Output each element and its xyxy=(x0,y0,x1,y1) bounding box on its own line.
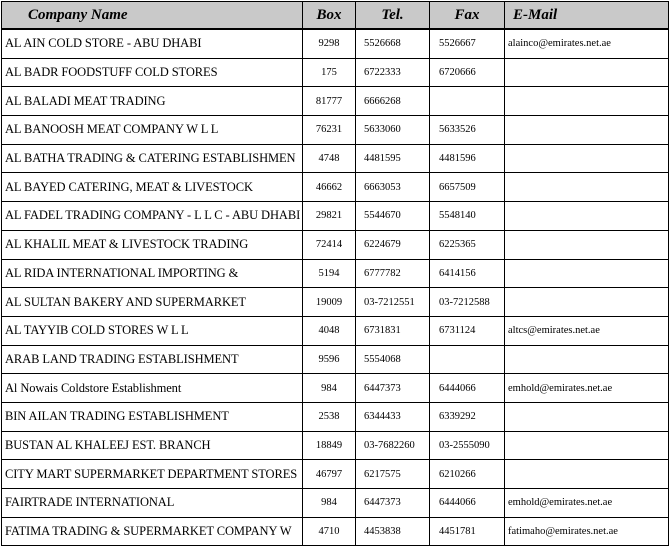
box-cell: 76231 xyxy=(303,116,356,145)
company-name-cell: BUSTAN AL KHALEEJ EST. BRANCH xyxy=(2,431,303,460)
table-row xyxy=(2,431,669,460)
tel-cell: 03-7682260 xyxy=(356,431,430,460)
box-cell: 46797 xyxy=(303,460,356,489)
company-name-cell: AL BAYED CATERING, MEAT & LIVESTOCK xyxy=(2,173,303,202)
email-cell: emhold@emirates.net.ae xyxy=(505,489,669,518)
table-row xyxy=(2,345,669,374)
email-cell xyxy=(505,345,669,374)
company-name-cell: AL BATHA TRADING & CATERING ESTABLISHMEN xyxy=(2,144,303,173)
table-row xyxy=(2,489,669,518)
fax-cell: 03-7212588 xyxy=(430,288,505,317)
email-cell xyxy=(505,431,669,460)
tel-cell: 6447373 xyxy=(356,489,430,518)
fax-cell: 5526667 xyxy=(430,29,505,58)
fax-cell: 4481596 xyxy=(430,144,505,173)
table-row xyxy=(2,144,669,173)
header-email: E-Mail xyxy=(505,2,669,30)
box-cell: 984 xyxy=(303,374,356,403)
company-name-cell: FATIMA TRADING & SUPERMARKET COMPANY W xyxy=(2,517,303,546)
table-row xyxy=(2,460,669,489)
table-row xyxy=(2,288,669,317)
box-cell: 4748 xyxy=(303,144,356,173)
table-row xyxy=(2,402,669,431)
company-name-cell: AL TAYYIB COLD STORES W L L xyxy=(2,316,303,345)
box-cell: 2538 xyxy=(303,402,356,431)
company-name-cell: AL BALADI MEAT TRADING xyxy=(2,87,303,116)
tel-cell: 6663053 xyxy=(356,173,430,202)
table-row xyxy=(2,316,669,345)
company-name-cell: AL AIN COLD STORE - ABU DHABI xyxy=(2,29,303,58)
box-cell: 984 xyxy=(303,489,356,518)
email-cell xyxy=(505,230,669,259)
box-cell: 9596 xyxy=(303,345,356,374)
tel-cell: 6217575 xyxy=(356,460,430,489)
fax-cell: 6225365 xyxy=(430,230,505,259)
table-row xyxy=(2,87,669,116)
box-cell: 81777 xyxy=(303,87,356,116)
box-cell: 18849 xyxy=(303,431,356,460)
fax-cell: 03-2555090 xyxy=(430,431,505,460)
fax-cell: 6339292 xyxy=(430,402,505,431)
email-cell: alainco@emirates.net.ae xyxy=(505,29,669,58)
company-name-cell: FAIRTRADE INTERNATIONAL xyxy=(2,489,303,518)
company-name-cell: AL RIDA INTERNATIONAL IMPORTING & xyxy=(2,259,303,288)
fax-cell xyxy=(430,345,505,374)
fax-cell: 6444066 xyxy=(430,374,505,403)
fax-cell: 6444066 xyxy=(430,489,505,518)
email-cell: altcs@emirates.net.ae xyxy=(505,316,669,345)
company-name-cell: AL BANOOSH MEAT COMPANY W L L xyxy=(2,116,303,145)
table-row xyxy=(2,173,669,202)
fax-cell: 6657509 xyxy=(430,173,505,202)
tel-cell: 6666268 xyxy=(356,87,430,116)
header-tel: Tel. xyxy=(356,2,430,30)
email-cell xyxy=(505,87,669,116)
fax-cell xyxy=(430,87,505,116)
table-row xyxy=(2,517,669,546)
fax-cell: 4451781 xyxy=(430,517,505,546)
email-cell xyxy=(505,402,669,431)
table-body xyxy=(2,29,669,546)
tel-cell: 5544670 xyxy=(356,202,430,231)
tel-cell: 4481595 xyxy=(356,144,430,173)
box-cell: 4048 xyxy=(303,316,356,345)
fax-cell: 6731124 xyxy=(430,316,505,345)
box-cell: 29821 xyxy=(303,202,356,231)
email-cell xyxy=(505,58,669,87)
company-directory-table xyxy=(1,1,669,546)
company-name-cell: AL KHALIL MEAT & LIVESTOCK TRADING xyxy=(2,230,303,259)
box-cell: 9298 xyxy=(303,29,356,58)
email-cell xyxy=(505,144,669,173)
email-cell xyxy=(505,202,669,231)
tel-cell: 4453838 xyxy=(356,517,430,546)
fax-cell: 6720666 xyxy=(430,58,505,87)
box-cell: 175 xyxy=(303,58,356,87)
header-company-name: Company Name xyxy=(2,2,303,30)
tel-cell: 6722333 xyxy=(356,58,430,87)
table-row xyxy=(2,29,669,58)
fax-cell: 5633526 xyxy=(430,116,505,145)
box-cell: 4710 xyxy=(303,517,356,546)
email-cell xyxy=(505,460,669,489)
company-name-cell: AL SULTAN BAKERY AND SUPERMARKET xyxy=(2,288,303,317)
header-fax: Fax xyxy=(430,2,505,30)
tel-cell: 5554068 xyxy=(356,345,430,374)
tel-cell: 6344433 xyxy=(356,402,430,431)
company-name-cell: AL BADR FOODSTUFF COLD STORES xyxy=(2,58,303,87)
tel-cell: 6777782 xyxy=(356,259,430,288)
company-name-cell: Al Nowais Coldstore Establishment xyxy=(2,374,303,403)
table-row xyxy=(2,259,669,288)
company-name-cell: AL FADEL TRADING COMPANY - L L C - ABU DHABI xyxy=(2,202,303,231)
box-cell: 5194 xyxy=(303,259,356,288)
box-cell: 46662 xyxy=(303,173,356,202)
company-name-cell: ARAB LAND TRADING ESTABLISHMENT xyxy=(2,345,303,374)
header-row xyxy=(2,2,669,30)
company-name-cell: CITY MART SUPERMARKET DEPARTMENT STORES xyxy=(2,460,303,489)
table-row xyxy=(2,374,669,403)
box-cell: 72414 xyxy=(303,230,356,259)
email-cell: fatimaho@emirates.net.ae xyxy=(505,517,669,546)
table-row xyxy=(2,116,669,145)
fax-cell: 6210266 xyxy=(430,460,505,489)
table-row xyxy=(2,230,669,259)
tel-cell: 6224679 xyxy=(356,230,430,259)
company-name-cell: BIN AILAN TRADING ESTABLISHMENT xyxy=(2,402,303,431)
header-box: Box xyxy=(303,2,356,30)
tel-cell: 5526668 xyxy=(356,29,430,58)
tel-cell: 6731831 xyxy=(356,316,430,345)
box-cell: 19009 xyxy=(303,288,356,317)
table-row xyxy=(2,58,669,87)
tel-cell: 03-7212551 xyxy=(356,288,430,317)
table-row xyxy=(2,202,669,231)
tel-cell: 5633060 xyxy=(356,116,430,145)
email-cell xyxy=(505,116,669,145)
tel-cell: 6447373 xyxy=(356,374,430,403)
email-cell xyxy=(505,259,669,288)
email-cell xyxy=(505,288,669,317)
table-header xyxy=(2,2,669,30)
fax-cell: 5548140 xyxy=(430,202,505,231)
email-cell: emhold@emirates.net.ae xyxy=(505,374,669,403)
email-cell xyxy=(505,173,669,202)
fax-cell: 6414156 xyxy=(430,259,505,288)
